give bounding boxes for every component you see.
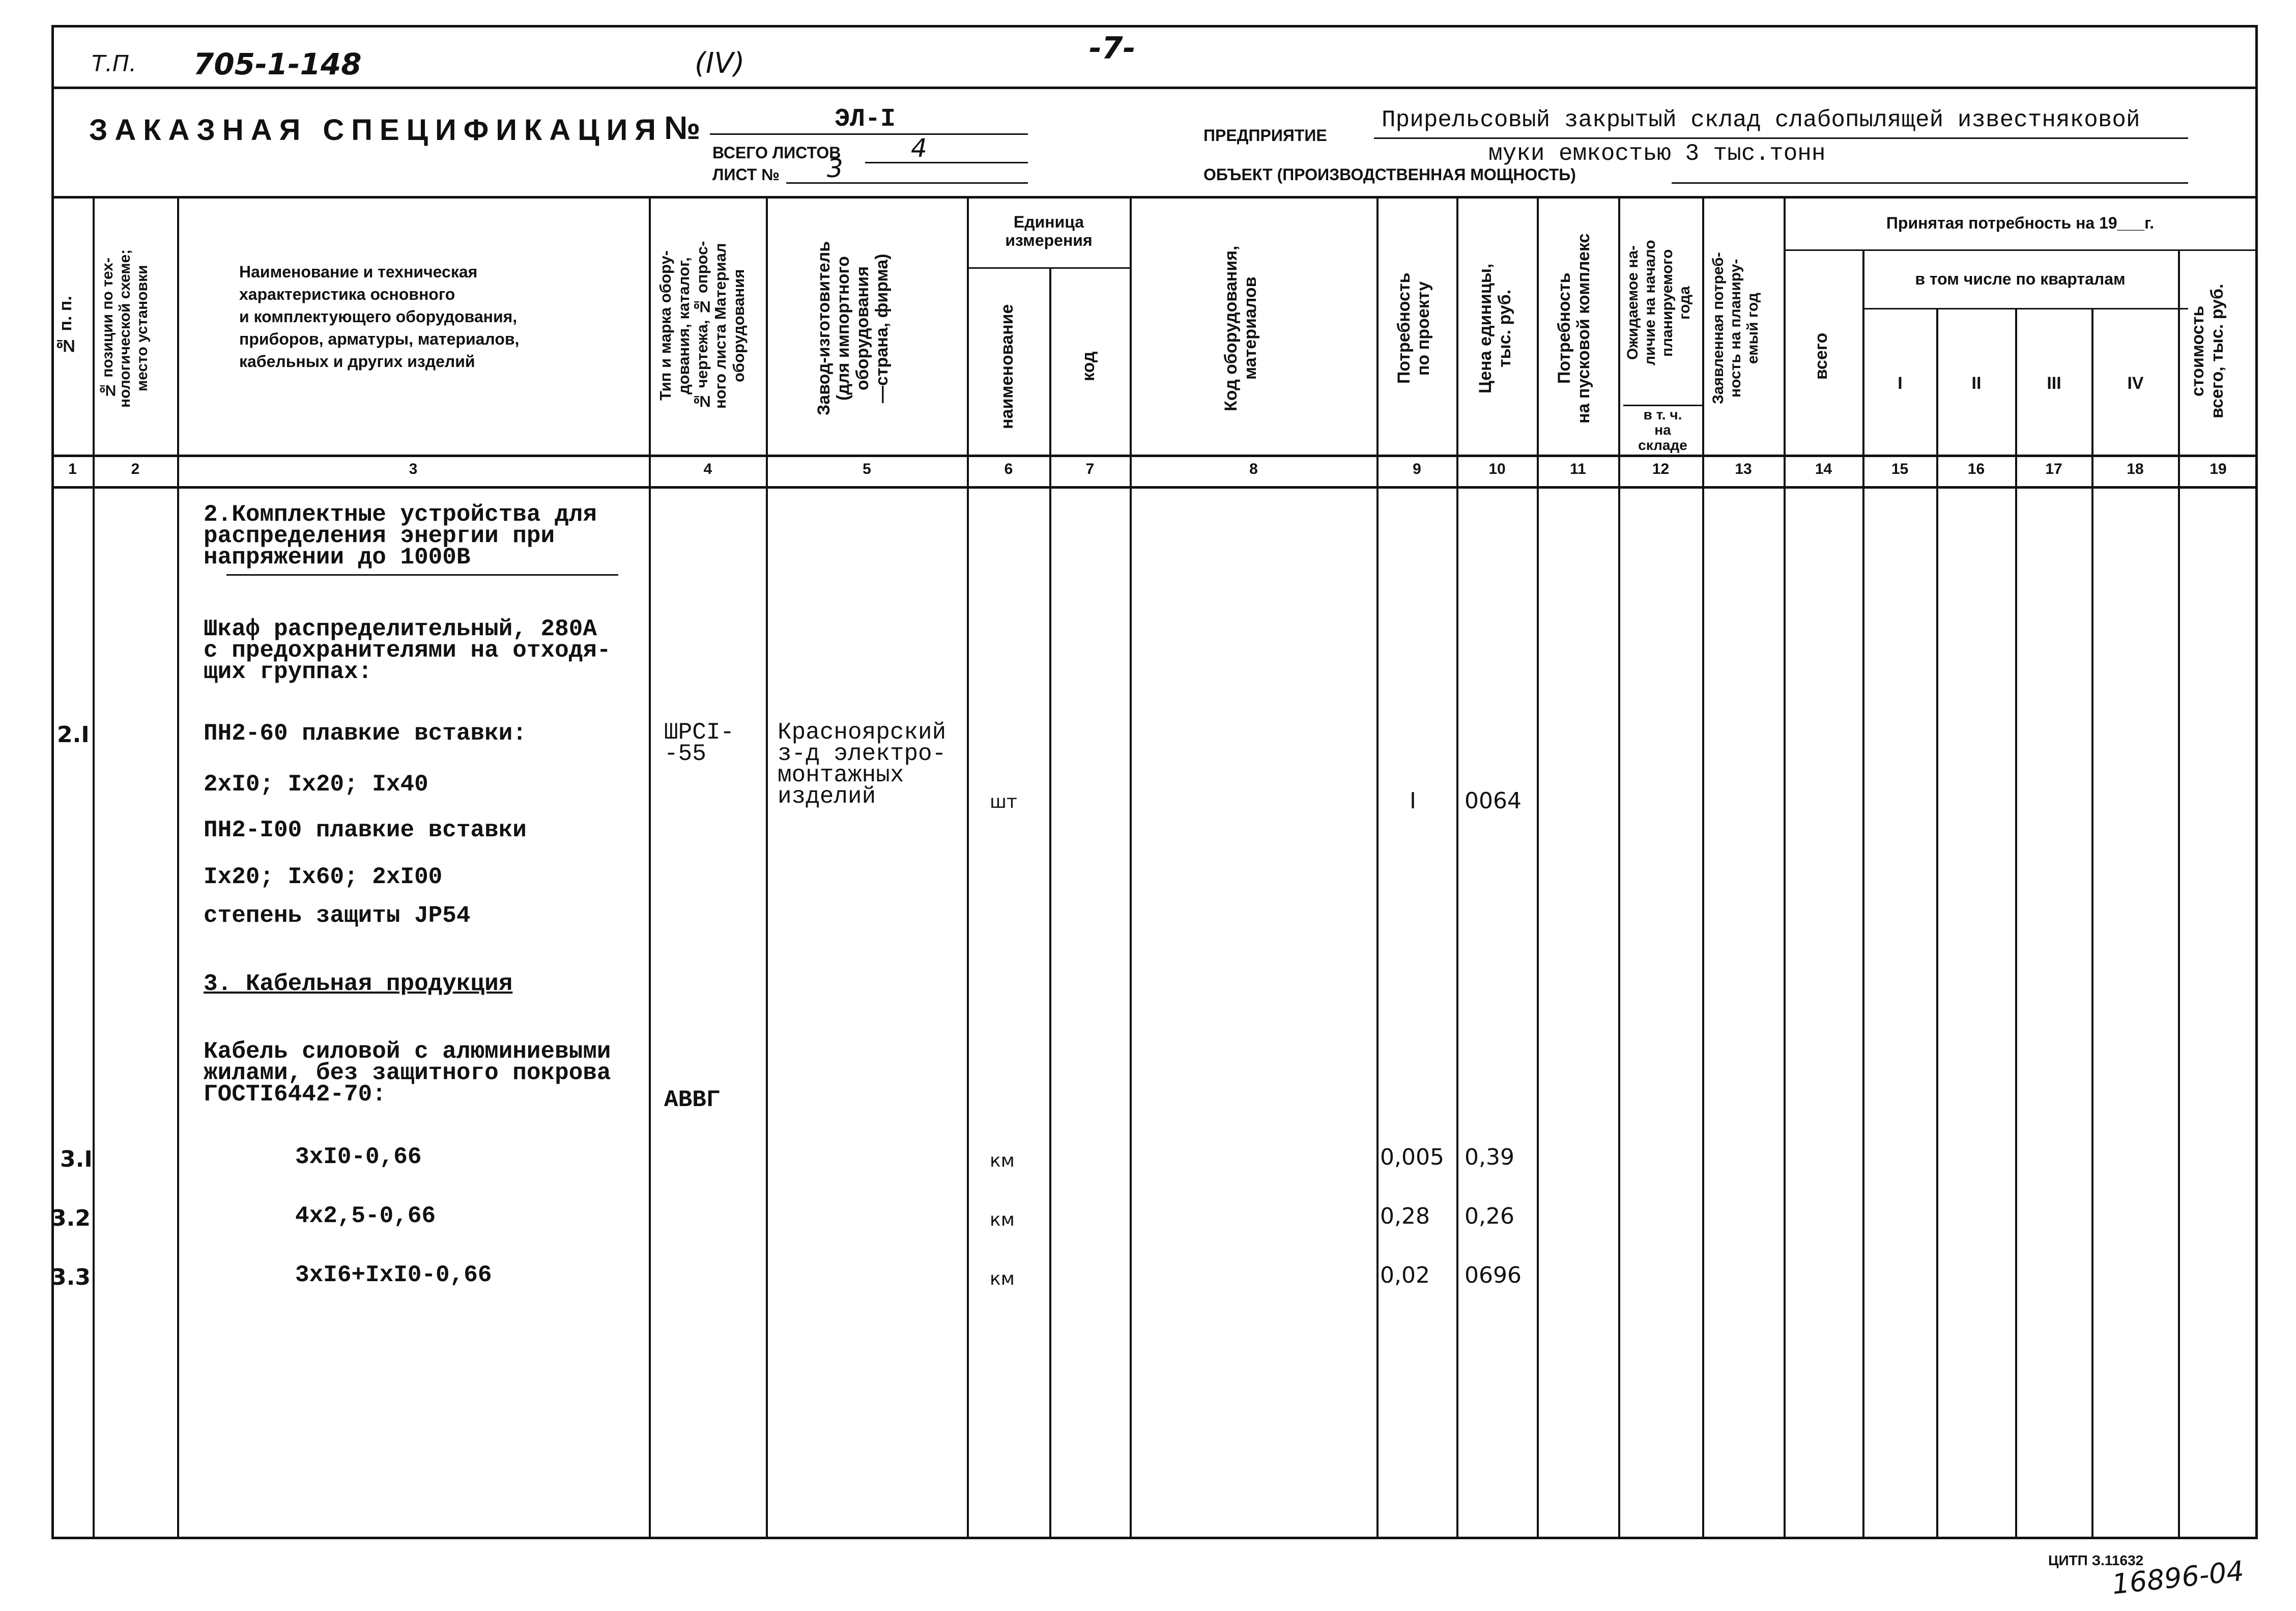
total-sheets-label: ВСЕГО ЛИСТОВ [712, 144, 841, 162]
enterprise-line1: Прирельсовый закрытый склад слабопылящей известняковой [1382, 107, 2140, 133]
colnum-10: 10 [1488, 461, 1506, 477]
colnum-8: 8 [1249, 461, 1258, 477]
colnum-19: 19 [2209, 461, 2227, 477]
col-line-11 [1618, 196, 1620, 1538]
col-line-3 [649, 196, 651, 1538]
col-header-7: код [1079, 351, 1098, 382]
colnum-5: 5 [863, 461, 871, 477]
unit-group-header: Единица измерения [1005, 213, 1093, 249]
col-line-2 [177, 196, 179, 1538]
colnum-11: 11 [1570, 461, 1586, 477]
col-line-17 [2091, 308, 2093, 1538]
colnum-13: 13 [1735, 461, 1752, 477]
col-line-18 [2178, 249, 2180, 1538]
spec-title: ЗАКАЗНАЯ СПЕЦИФИКАЦИЯ [89, 114, 663, 147]
col-header-15: I [1898, 374, 1903, 393]
col-header-17: III [2047, 374, 2061, 393]
tp-number: 705-1-148 [193, 47, 362, 81]
section2-title: 2.Комплектные устройства для распределения энергии при напряжении до 1000В [204, 501, 597, 571]
enterprise-line2: муки емкостью 3 тыс.тонн [1488, 140, 1826, 167]
header-bottom-line [51, 455, 2258, 457]
col-line-10 [1537, 196, 1539, 1538]
spec-no-label: № [664, 109, 701, 146]
pn60-values: 2хI0; Iх20; Iх40 [204, 771, 428, 798]
unit-group-line [967, 267, 1130, 269]
row-2-1-price: 0064 [1465, 788, 1522, 814]
colnum-15: 15 [1891, 461, 1909, 477]
col-header-18: IV [2127, 374, 2144, 393]
colnum-1: 1 [68, 461, 77, 477]
quarters-group-header: в том числе по кварталам [1915, 270, 2126, 288]
quarters-group-line [1862, 308, 2188, 309]
col-line-5 [967, 196, 969, 1538]
cabinet-description: Шкаф распределительный, 280А с предохранителями на отходя- щих группах: [204, 616, 611, 685]
col-header-14: всего [1812, 332, 1831, 380]
tp-label: Т.П. [92, 51, 136, 77]
accepted-group-header: Принятая потребность на 19___г. [1886, 214, 2155, 232]
section3-title: 3. Кабельная продукция [204, 971, 513, 997]
col-line-13 [1784, 196, 1786, 1538]
col-header-3: Наименование и техническая характеристика основного и комплектующего оборудования, приборов, арматуры, материалов, кабельных и других изделий [239, 263, 520, 371]
c12-sub-line [1623, 405, 1702, 406]
pn100-values: Iх20; Iх60; 2хI00 [204, 864, 443, 890]
col-line-4 [766, 196, 768, 1538]
col-header-13: Заявленная потреб- ность на планиру- емый год [1710, 252, 1761, 405]
col-header-1: № п. п. [56, 296, 75, 356]
colnum-12: 12 [1652, 461, 1670, 477]
colnum-bottom-line [51, 486, 2258, 489]
row-2-1-number: 2.I [57, 722, 90, 748]
row-2-1-unit: шт [990, 792, 1017, 812]
colnum-18: 18 [2127, 461, 2144, 477]
col-header-5: Завод-изготовитель (для импортного оборудования —страна, фирма) [814, 241, 892, 416]
colnum-9: 9 [1413, 461, 1421, 477]
cable-description: Кабель силовой с алюминиевыми жилами, без защитного покрова ГОСТI6442-70: [204, 1038, 611, 1108]
col-line-6 [1049, 267, 1051, 1538]
col-header-2: № позиции по тех- нологической схеме; место установки [99, 249, 151, 408]
sheet-number: 3 [827, 154, 843, 183]
page-number: -7- [1089, 31, 1136, 66]
footer-stamp: ЦИТП З.11632 [2048, 1552, 2144, 1568]
row-3-2-unit: км [990, 1209, 1015, 1230]
col-line-1 [93, 196, 95, 1538]
spec-number-underline [710, 133, 1028, 135]
accepted-group-line [1784, 249, 2257, 251]
header-strip-line [51, 87, 2258, 89]
row-3-1-price: 0,39 [1465, 1144, 1514, 1170]
colnum-6: 6 [1004, 461, 1013, 477]
total-sheets: 4 [911, 133, 927, 163]
colnum-4: 4 [703, 461, 712, 477]
col-line-7 [1130, 196, 1132, 1538]
enterprise-underline1 [1374, 137, 2188, 139]
col-header-8: Код оборудования, материалов [1221, 245, 1260, 411]
pn100-label: ПН2-I00 плавкие вставки [204, 817, 527, 843]
row-3-1-unit: км [990, 1150, 1015, 1171]
col-header-16: II [1971, 374, 1982, 393]
section2-underline [226, 574, 618, 576]
colnum-2: 2 [131, 461, 140, 477]
row-3-2-price: 0,26 [1465, 1203, 1514, 1229]
footer-code: 16896-04 [2110, 1555, 2246, 1601]
col-header-10: Цена единицы, тыс. руб. [1476, 263, 1514, 393]
protection-degree: степень защиты JР54 [204, 902, 471, 929]
row-3-2-number: 3.2 [51, 1205, 91, 1231]
col-header-12-sub: в т. ч. на складе [1638, 407, 1687, 453]
row-3-3-price: 0696 [1465, 1262, 1522, 1288]
row-3-3-unit: км [990, 1268, 1015, 1289]
col-header-4: Тип и марка обору- дования, каталог, № чертежа, № опрос- ного листа Материал оборудования [656, 241, 748, 411]
sheet-number-underline [786, 182, 1028, 184]
col-header-6: наименование [997, 304, 1017, 429]
object-underline [1672, 182, 2188, 184]
colnum-17: 17 [2045, 461, 2062, 477]
pn60-label: ПН2-60 плавкие вставки: [204, 720, 527, 747]
col-line-14 [1862, 249, 1864, 1538]
spec-number: ЭЛ-I [835, 105, 896, 134]
row-3-3-number: 3.3 [51, 1264, 91, 1290]
colnum-3: 3 [409, 461, 418, 477]
col-line-8 [1376, 196, 1379, 1538]
row-2-1-maker: Красноярский з-д электро- монтажных изделий [778, 719, 946, 810]
col-header-19: стоимость всего, тыс. руб. [2188, 284, 2227, 419]
row-2-1-qty: I [1410, 788, 1416, 814]
colnum-7: 7 [1085, 461, 1095, 477]
row-3-1-number: 3.I [60, 1146, 93, 1172]
row-2-1-type: ШРСI- -55 [664, 719, 735, 767]
enterprise-label: ПРЕДПРИЯТИЕ [1203, 126, 1327, 145]
col-line-9 [1456, 196, 1458, 1538]
row-3-3-name: 3хI6+IхI0-0,66 [295, 1262, 492, 1288]
object-label: ОБЪЕКТ (ПРОИЗВОДСТВЕННАЯ МОЩНОСТЬ) [1203, 165, 1576, 184]
colnum-14: 14 [1815, 461, 1832, 477]
total-sheets-underline [865, 162, 1028, 163]
col-header-9: Потребность по проекту [1394, 272, 1433, 384]
roman-numeral: (IV) [695, 47, 745, 80]
cable-type: АВВГ [664, 1087, 721, 1113]
col-header-11: Потребность на пусковой комплекс [1555, 233, 1593, 423]
col-line-15 [1936, 308, 1938, 1538]
col-line-12 [1702, 196, 1704, 1538]
col-header-12: Ожидаемое на- личие на начало планируемого года [1624, 240, 1693, 366]
row-3-1-name: 3хI0-0,66 [295, 1144, 422, 1170]
row-3-3-qty: 0,02 [1380, 1262, 1430, 1288]
row-3-2-name: 4х2,5-0,66 [295, 1203, 436, 1229]
col-line-16 [2015, 308, 2017, 1538]
row-3-1-qty: 0,005 [1380, 1144, 1444, 1170]
row-3-2-qty: 0,28 [1380, 1203, 1430, 1229]
colnum-16: 16 [1967, 461, 1985, 477]
table-top-line [51, 196, 2258, 199]
sheet-label: ЛИСТ № [712, 165, 780, 184]
